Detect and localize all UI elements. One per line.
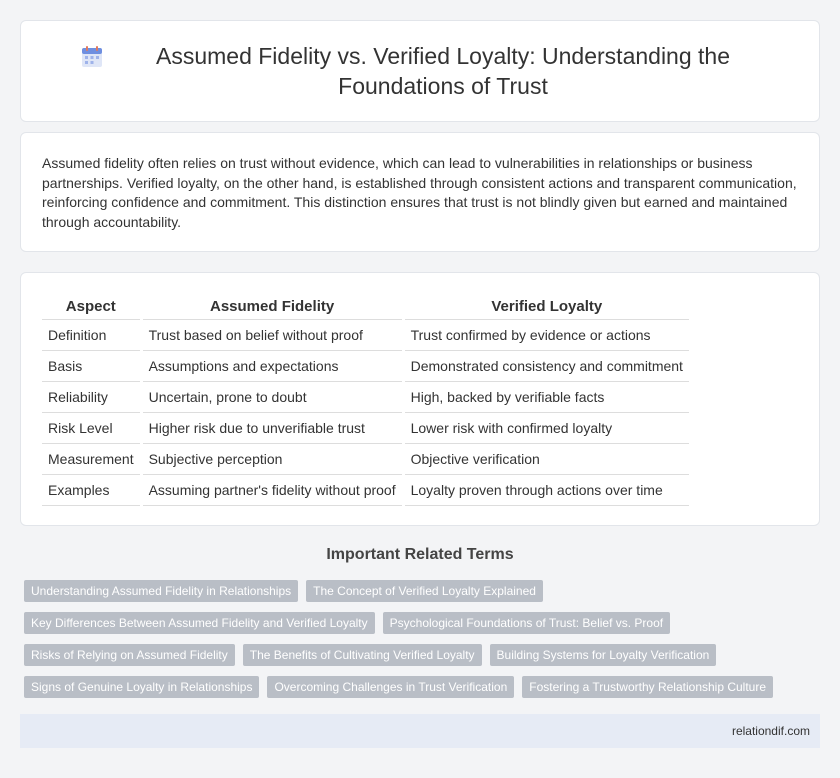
cell-assumed: Uncertain, prone to doubt xyxy=(141,382,403,413)
related-term-link[interactable]: The Benefits of Cultivating Verified Loyalty xyxy=(243,644,482,666)
calendar-icon xyxy=(80,45,104,69)
tag-row xyxy=(24,580,820,602)
footer-bar xyxy=(20,714,820,748)
cell-verified: Loyalty proven through actions over time xyxy=(403,475,690,506)
comparison-table-card xyxy=(20,272,820,526)
header-card xyxy=(20,20,820,122)
tag-row xyxy=(24,644,820,666)
table-row xyxy=(42,351,690,382)
related-term-link[interactable]: Building Systems for Loyalty Verification xyxy=(490,644,717,666)
related-term-link[interactable]: Psychological Foundations of Trust: Belief vs. Proof xyxy=(383,612,670,634)
tag-row xyxy=(24,676,820,698)
table-row xyxy=(42,444,690,475)
cell-assumed: Trust based on belief without proof xyxy=(141,320,403,351)
intro-paragraph: Assumed fidelity often relies on trust without evidence, which can lead to vulnerabilities in relationships or business partnerships. Verified loyalty, on the other hand, is established through consistent actions and transparent communication, reinforcing confidence and commitment. This distinction ensures that trust is not blindly given but earned and maintained through accountability. xyxy=(42,155,797,230)
cell-aspect: Risk Level xyxy=(42,413,141,444)
cell-verified: High, backed by verifiable facts xyxy=(403,382,690,413)
related-terms-title: Important Related Terms xyxy=(326,546,514,563)
cell-verified: Trust confirmed by evidence or actions xyxy=(403,320,690,351)
cell-assumed: Assumptions and expectations xyxy=(141,351,403,382)
table-row xyxy=(42,413,690,444)
related-term-link[interactable]: Overcoming Challenges in Trust Verification xyxy=(267,676,514,698)
comparison-table xyxy=(42,293,692,506)
related-term-link[interactable]: Key Differences Between Assumed Fidelity and Verified Loyalty xyxy=(24,612,375,634)
cell-aspect: Measurement xyxy=(42,444,141,475)
page-title: Assumed Fidelity vs. Verified Loyalty: Understanding the Foundations of Trust xyxy=(155,43,730,99)
title-wrap xyxy=(80,41,760,101)
table-row xyxy=(42,320,690,351)
related-term-link[interactable]: Fostering a Trustworthy Relationship Culture xyxy=(522,676,773,698)
cell-assumed: Higher risk due to unverifiable trust xyxy=(141,413,403,444)
cell-aspect: Examples xyxy=(42,475,141,506)
cell-assumed: Assuming partner's fidelity without proof xyxy=(141,475,403,506)
source-domain: relationdif.com xyxy=(731,724,810,738)
related-term-link[interactable]: The Concept of Verified Loyalty Explained xyxy=(306,580,543,602)
related-terms-list xyxy=(24,580,820,708)
table-header-row xyxy=(42,293,690,320)
related-term-link[interactable]: Understanding Assumed Fidelity in Relationships xyxy=(24,580,298,602)
cell-aspect: Definition xyxy=(42,320,141,351)
cell-aspect: Basis xyxy=(42,351,141,382)
tag-row xyxy=(24,612,820,634)
table-row xyxy=(42,382,690,413)
intro-card xyxy=(20,132,820,252)
cell-verified: Demonstrated consistency and commitment xyxy=(403,351,690,382)
table-row xyxy=(42,475,690,506)
cell-verified: Objective verification xyxy=(403,444,690,475)
cell-assumed: Subjective perception xyxy=(141,444,403,475)
cell-aspect: Reliability xyxy=(42,382,141,413)
related-term-link[interactable]: Risks of Relying on Assumed Fidelity xyxy=(24,644,235,666)
related-term-link[interactable]: Signs of Genuine Loyalty in Relationships xyxy=(24,676,259,698)
column-header-aspect: Aspect xyxy=(42,293,141,320)
cell-verified: Lower risk with confirmed loyalty xyxy=(403,413,690,444)
column-header-verified-loyalty: Verified Loyalty xyxy=(403,293,690,320)
column-header-assumed-fidelity: Assumed Fidelity xyxy=(141,293,403,320)
